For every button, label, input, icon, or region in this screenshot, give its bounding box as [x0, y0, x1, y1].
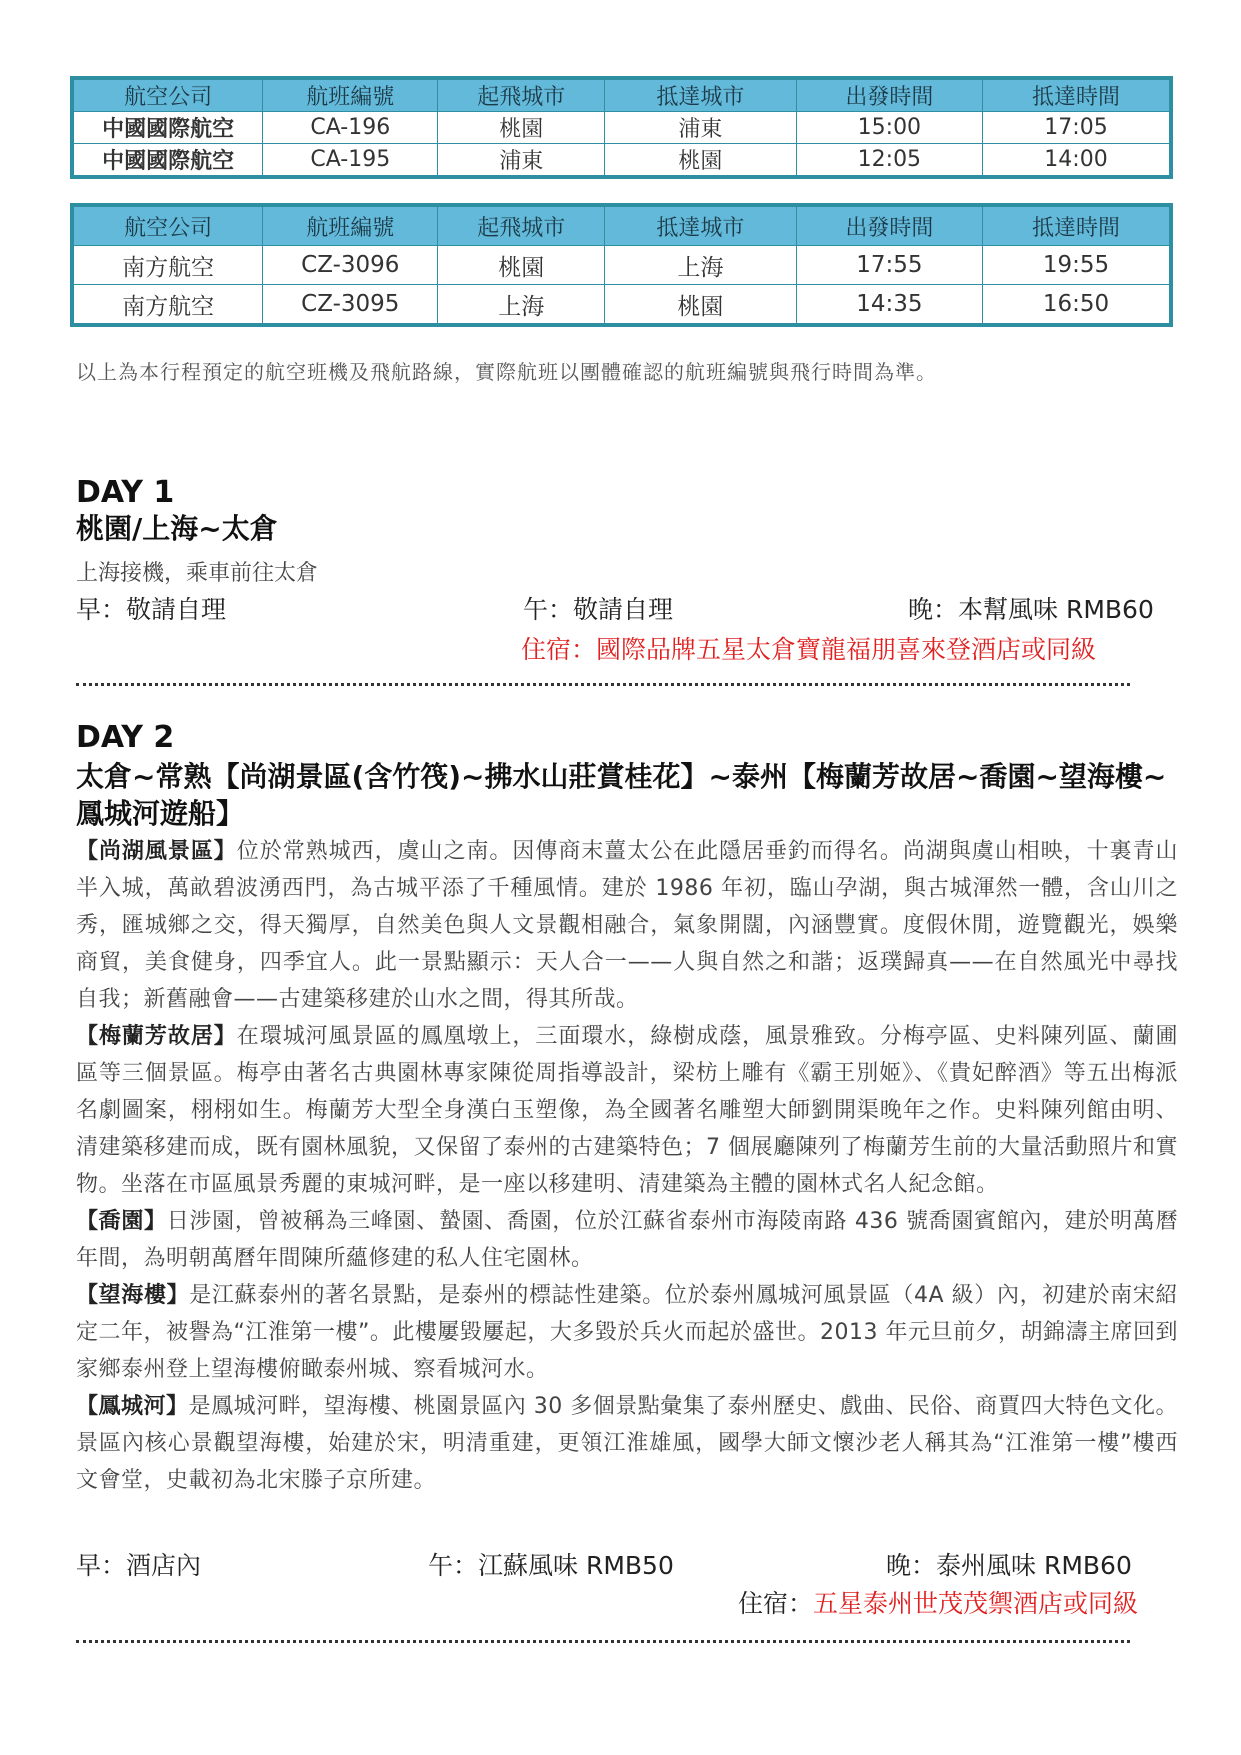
section-text: 日涉園，曾被稱為三峰園、蟄園、喬園，位於江蘇省泰州市海陵南路 436 號喬園賓館內，建於明萬曆年間，為明朝萬曆年間陳所蘊修建的私人住宅園林。 [76, 1209, 1178, 1271]
table-cell: 16:50 [983, 285, 1172, 326]
column-header: 抵達城市 [605, 78, 797, 112]
column-header: 起飛城市 [438, 205, 605, 246]
table-cell: CZ-3095 [263, 285, 438, 326]
table-cell: CA-196 [263, 112, 438, 144]
section-text: 是鳳城河畔，望海樓、桃園景區內 30 多個景點彙集了泰州歷史、戲曲、民俗、商賈四大特色文化。景區內核心景觀望海樓，始建於宋，明清重建，更領江淮雄風，國學大師文懷沙老人稱其為“江淮第一樓”樓西文會堂，史載初為北宋滕子京所建。 [76, 1394, 1178, 1493]
day2-hotel-label: 住宿： [738, 1589, 814, 1618]
section-text: 位於常熟城西，虞山之南。因傳商末薑太公在此隱居垂釣而得名。尚湖與虞山相映，十裏青山半入城，萬畝碧波湧西門，為古城平添了千種風情。建於 1986 年初，臨山孕湖，與古城渾然一體，含山川之秀，匯城鄉之交，得天獨厚，自然美色與人文景觀相融合，氣象開闊，內涵豐實。度假休閒，遊覽觀光，娛樂商貿，美食健身，四季宜人。此一景點顯示：天人合一——人與自然之和諧；返璞歸真——在自然風光中尋找自我；新舊融會——古建築移建於山水之間，得其所哉。 [76, 839, 1178, 1012]
flight-note: 以上為本行程預定的航空班機及飛航路線，實際航班以團體確認的航班編號與飛行時間為準。 [76, 360, 937, 384]
table-cell: 12:05 [796, 144, 982, 178]
table-cell: 15:00 [796, 112, 982, 144]
table-cell: 桃園 [605, 144, 797, 178]
table-cell: 17:05 [983, 112, 1172, 144]
column-header: 出發時間 [796, 205, 982, 246]
table-cell: 中國國際航空 [72, 112, 263, 144]
table-cell: 19:55 [983, 246, 1172, 285]
column-header: 航班編號 [263, 78, 438, 112]
day1-route: 桃園/上海~太倉 [76, 512, 278, 545]
day2-breakfast: 早：酒店內 [76, 1551, 202, 1580]
section-shanghu [76, 833, 1178, 1018]
section-qiao-garden [76, 1203, 1178, 1277]
section-heading: 【梅蘭芳故居】 [76, 1024, 237, 1049]
table-cell: CZ-3096 [263, 246, 438, 285]
table-cell: CA-195 [263, 144, 438, 178]
day2-dinner: 晚：泰州風味 RMB60 [886, 1551, 1132, 1580]
column-header: 航空公司 [72, 205, 263, 246]
section-heading: 【望海樓】 [76, 1283, 190, 1308]
section-text: 在環城河風景區的鳳凰墩上，三面環水，綠樹成蔭，風景雅致。分梅亭區、史料陳列區、蘭圃區等三個景區。梅亭由著名古典園林專家陳從周指導設計，梁枋上雕有《霸王別姬》、《貴妃醉酒》等五出梅派名劇圖案，栩栩如生。梅蘭芳大型全身漢白玉塑像，為全國著名雕塑大師劉開渠晚年之作。史料陳列館由明、清建築移建而成，既有園林風貌，又保留了泰州的古建築特色；7 個展廳陳列了梅蘭芳生前的大量活動照片和實物。坐落在市區風景秀麗的東城河畔，是一座以移建明、清建築為主體的園林式名人紀念館。 [76, 1024, 1178, 1197]
table-row [72, 246, 1171, 285]
column-header: 航班編號 [263, 205, 438, 246]
table-row [72, 285, 1171, 326]
section-heading: 【喬園】 [76, 1209, 167, 1234]
column-header: 出發時間 [796, 78, 982, 112]
column-header: 抵達城市 [605, 205, 797, 246]
day2-route: 太倉~常熟【尚湖景區(含竹筏)~拂水山莊賞桂花】~泰州【梅蘭芳故居~喬園~望海樓~鳳城河遊船】 [76, 760, 1167, 830]
day2-hotel [738, 1584, 1138, 1620]
table-row [72, 112, 1171, 144]
flight-table-china-southern [70, 203, 1173, 327]
table-cell: 14:00 [983, 144, 1172, 178]
section-text: 是江蘇泰州的著名景點，是泰州的標誌性建築。位於泰州鳳城河風景區（4A 級）內，初建於南宋紹定二年，被譽為“江淮第一樓”。此樓屢毀屢起，大多毀於兵火而起於盛世。2013 年元旦前夕，胡錦濤主席回到家鄉泰州登上望海樓俯瞰泰州城、察看城河水。 [76, 1283, 1178, 1382]
day2-lunch: 午：江蘇風味 RMB50 [428, 1551, 674, 1580]
column-header: 起飛城市 [438, 78, 605, 112]
day1-summary: 上海接機，乘車前往太倉 [76, 561, 319, 586]
day1-hotel: 住宿：國際品牌五星太倉寶龍福朋喜來登酒店或同級 [521, 635, 1097, 664]
table-cell: 上海 [438, 285, 605, 326]
column-header: 抵達時間 [983, 78, 1172, 112]
table-cell: 上海 [605, 246, 797, 285]
column-header: 航空公司 [72, 78, 263, 112]
table-cell: 浦東 [438, 144, 605, 178]
flight-table-air-china [70, 76, 1173, 179]
day2-label: DAY 2 [76, 720, 175, 755]
table-cell: 14:35 [796, 285, 982, 326]
section-heading: 【鳳城河】 [76, 1394, 189, 1419]
day1-breakfast: 早：敬請自理 [76, 595, 227, 624]
section-fengcheng-river [76, 1388, 1178, 1499]
section-divider [76, 1640, 1130, 1643]
table-cell: 南方航空 [72, 285, 263, 326]
table-cell: 浦東 [605, 112, 797, 144]
section-divider [76, 683, 1130, 686]
day1-label: DAY 1 [76, 475, 175, 510]
table-cell: 17:55 [796, 246, 982, 285]
table-cell: 南方航空 [72, 246, 263, 285]
day1-dinner: 晚：本幫風味 RMB60 [908, 595, 1154, 624]
table-header-row [72, 205, 1171, 246]
table-header-row [72, 78, 1171, 112]
section-wanghai-tower [76, 1277, 1178, 1388]
table-cell: 桃園 [438, 112, 605, 144]
day2-hotel-name: 五星泰州世茂茂禦酒店或同級 [813, 1589, 1139, 1618]
table-row [72, 144, 1171, 178]
table-cell: 桃園 [438, 246, 605, 285]
table-cell: 中國國際航空 [72, 144, 263, 178]
day1-lunch: 午：敬請自理 [523, 595, 674, 624]
table-cell: 桃園 [605, 285, 797, 326]
section-heading: 【尚湖風景區】 [76, 839, 237, 864]
section-mei-lanfang [76, 1018, 1178, 1203]
day2-description [76, 833, 1178, 1499]
column-header: 抵達時間 [983, 205, 1172, 246]
